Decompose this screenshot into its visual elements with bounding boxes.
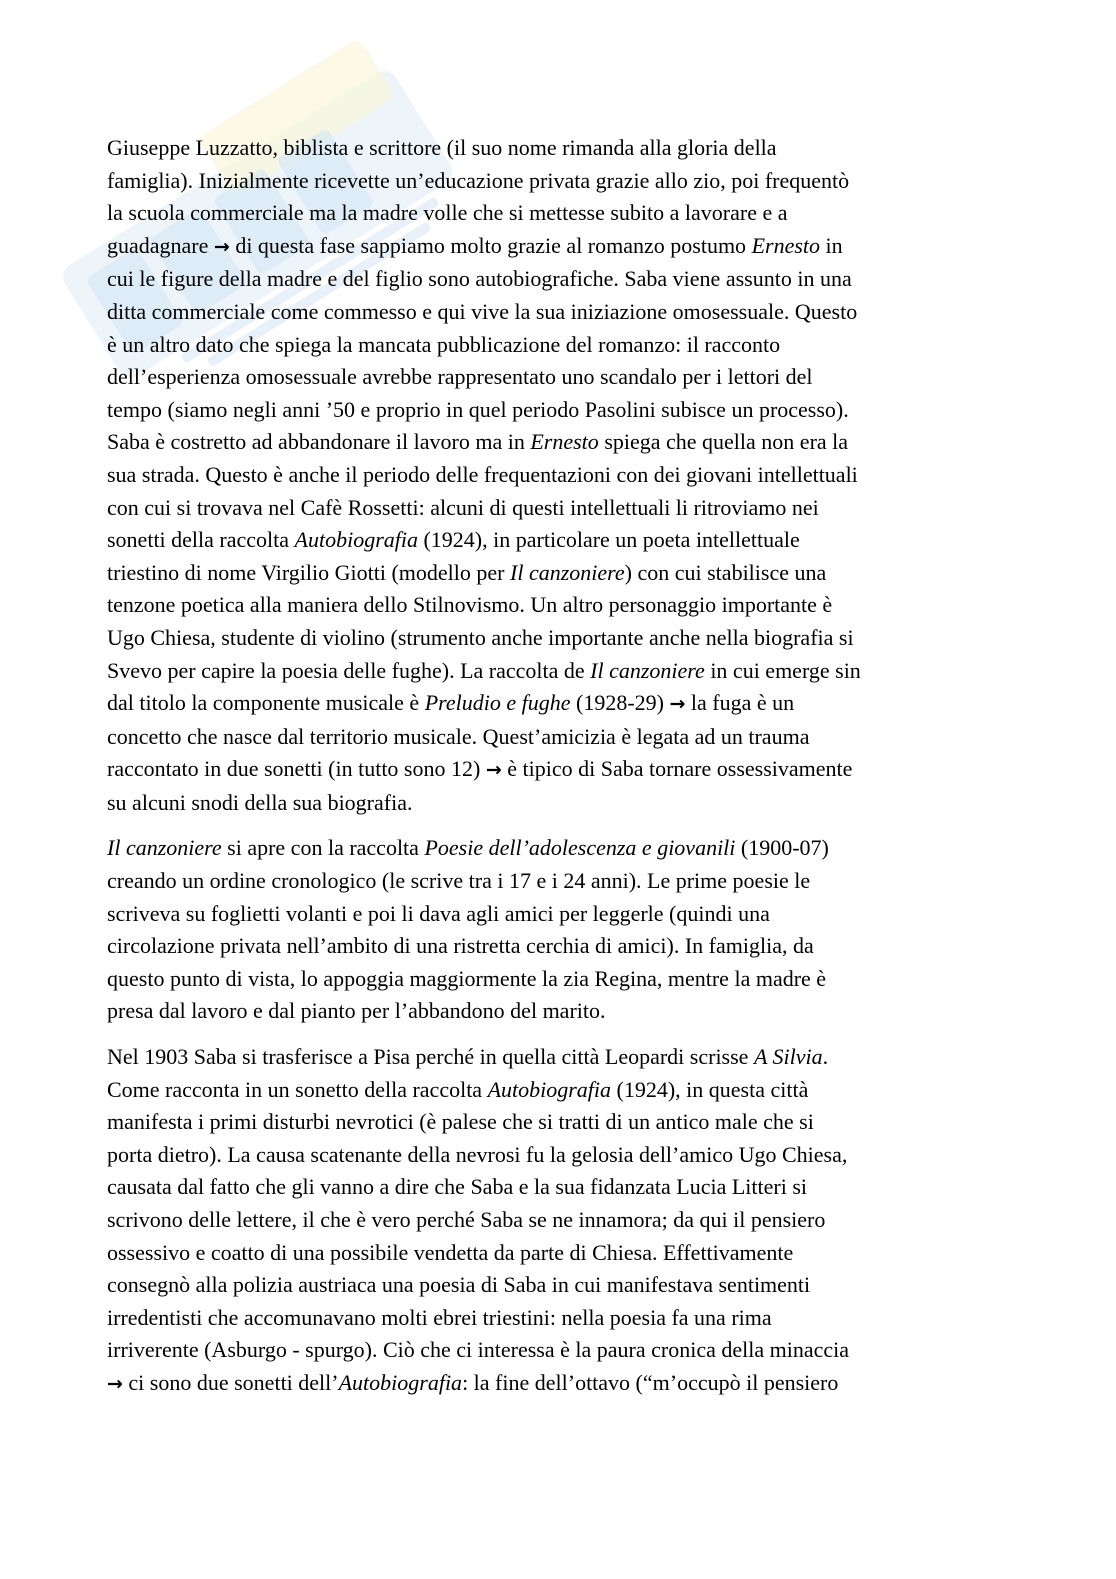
- arrow-right-icon: →: [485, 759, 502, 782]
- text-line: [107, 524, 1012, 557]
- arrow-right-icon: →: [107, 1372, 123, 1395]
- text-line: [107, 995, 1012, 1028]
- text-segment: è tipico di Saba tornare ossessivamente: [501, 756, 853, 782]
- text-segment: famiglia). Inizialmente ricevette un’educazione privata grazie allo zio, poi frequentò: [107, 167, 850, 193]
- text-segment: dal titolo la componente musicale è: [107, 690, 425, 716]
- italic-title: A Silvia: [753, 1044, 823, 1070]
- text-line: [107, 296, 1012, 329]
- italic-title: Preludio e fughe: [424, 690, 571, 716]
- text-line: [107, 655, 1012, 688]
- paragraph: [107, 1041, 1012, 1401]
- italic-title: Autobiografia: [338, 1369, 463, 1395]
- text-line: [107, 230, 1012, 264]
- text-segment: in cui emerge sin: [704, 657, 861, 683]
- text-line: [107, 459, 1012, 492]
- text-line: [107, 1041, 1012, 1074]
- text-segment: sonetti della raccolta: [107, 527, 295, 553]
- text-line: [107, 930, 1012, 963]
- paragraph: [107, 132, 1012, 819]
- text-segment: è un altro dato che spiega la mancata pubblicazione del romanzo: il racconto: [107, 331, 781, 357]
- text-segment: di questa fase sappiamo molto grazie al romanzo postumo: [229, 232, 752, 258]
- arrow-right-icon: →: [669, 693, 686, 716]
- italic-title: Il canzoniere: [590, 657, 705, 683]
- text-segment: Come racconta in un sonetto della raccolta: [107, 1076, 488, 1102]
- text-segment: su alcuni snodi della sua biografia.: [107, 789, 413, 815]
- text-line: [107, 687, 1012, 721]
- text-line: [107, 361, 1012, 394]
- text-segment: (1924), in particolare un poeta intellettuale: [417, 527, 800, 553]
- text-line: [107, 1106, 1012, 1139]
- text-line: [107, 1139, 1012, 1172]
- italic-title: Autobiografia: [294, 527, 418, 553]
- text-segment: .: [822, 1044, 829, 1070]
- italic-title: Il canzoniere: [107, 835, 222, 861]
- italic-title: Autobiografia: [487, 1076, 612, 1102]
- text-line: [107, 426, 1012, 459]
- text-segment: la scuola commerciale ma la madre volle che si mettesse subito a lavorare e a: [107, 200, 788, 226]
- text-segment: si apre con la raccolta: [221, 835, 425, 861]
- document-body: [107, 132, 1012, 1414]
- text-line: [107, 329, 1012, 362]
- text-segment: Ugo Chiesa, studente di violino (strumento anche importante anche nella biografia si: [107, 624, 854, 650]
- text-segment: guadagnare: [107, 232, 214, 258]
- text-line: [107, 753, 1012, 787]
- text-line: [107, 492, 1012, 525]
- paragraph: [107, 832, 1012, 1028]
- text-segment: in: [820, 232, 843, 258]
- text-line: [107, 787, 1012, 820]
- text-segment: ci sono due sonetti dell’: [122, 1369, 339, 1395]
- text-line: [107, 557, 1012, 590]
- italic-title: Il canzoniere: [510, 559, 625, 585]
- text-segment: causata dal fatto che gli vanno a dire che Saba e la sua fidanzata Lucia Litteri si: [107, 1174, 808, 1200]
- text-line: [107, 589, 1012, 622]
- text-line: [107, 1171, 1012, 1204]
- text-segment: : la fine dell’ottavo (“m’occupò il pensiero: [462, 1369, 839, 1395]
- text-segment: (1924), in questa città: [611, 1076, 809, 1102]
- text-segment: sua strada. Questo è anche il periodo delle frequentazioni con dei giovani intellettuali: [107, 461, 858, 487]
- text-segment: tenzone poetica alla maniera dello Stilnovismo. Un altro personaggio importante è: [107, 592, 833, 618]
- text-line: [107, 132, 1012, 165]
- text-segment: con cui si trovava nel Cafè Rossetti: alcuni di questi intellettuali li ritroviamo nei: [107, 494, 819, 520]
- text-line: [107, 832, 1012, 865]
- text-segment: la fuga è un: [685, 690, 795, 716]
- text-segment: ossessivo e coatto di una possibile vendetta da parte di Chiesa. Effettivamente: [107, 1239, 794, 1265]
- text-line: [107, 622, 1012, 655]
- text-line: [107, 1302, 1012, 1335]
- text-line: [107, 721, 1012, 754]
- text-segment: cui le figure della madre e del figlio sono autobiografiche. Saba viene assunto in una: [107, 266, 852, 292]
- text-segment: creando un ordine cronologico (le scrive tra i 17 e i 24 anni). Le prime poesie le: [107, 868, 811, 894]
- text-segment: dell’esperienza omosessuale avrebbe rappresentato uno scandalo per i lettori del: [107, 364, 813, 390]
- text-segment: irredentisti che accomunavano molti ebrei triestini: nella poesia fa una rima: [107, 1304, 772, 1330]
- text-segment: Svevo per capire la poesia delle fughe). La raccolta de: [107, 657, 591, 683]
- italic-title: Poesie dell’adolescenza e giovanili: [424, 835, 736, 861]
- text-segment: (1928-29): [570, 690, 670, 716]
- text-line: [107, 963, 1012, 996]
- text-line: [107, 1334, 1012, 1367]
- text-segment: (1900-07): [735, 835, 829, 861]
- text-segment: manifesta i primi disturbi nevrotici (è palese che si tratti di un antico male che si: [107, 1109, 814, 1135]
- text-segment: Nel 1903 Saba si trasferisce a Pisa perché in quella città Leopardi scrisse: [107, 1044, 754, 1070]
- text-segment: Saba è costretto ad abbandonare il lavoro ma in: [107, 429, 531, 455]
- text-line: [107, 165, 1012, 198]
- text-segment: scrivono delle lettere, il che è vero perché Saba se ne innamora; da qui il pensiero: [107, 1207, 826, 1232]
- italic-title: Ernesto: [530, 429, 599, 455]
- text-line: [107, 898, 1012, 931]
- arrow-right-icon: →: [213, 235, 230, 258]
- text-segment: questo punto di vista, lo appoggia maggiormente la zia Regina, mentre la madre è: [107, 965, 827, 991]
- italic-title: Ernesto: [751, 232, 821, 258]
- text-segment: consegnò alla polizia austriaca una poesia di Saba in cui manifestava sentimenti: [107, 1272, 811, 1298]
- text-segment: ) con cui stabilisce una: [624, 559, 827, 585]
- text-segment: scriveva su foglietti volanti e poi li dava agli amici per leggerle (quindi una: [107, 900, 770, 926]
- text-segment: ditta commerciale come commesso e qui vive la sua iniziazione omosessuale. Questo: [107, 298, 858, 324]
- text-line: [107, 263, 1012, 296]
- text-segment: triestino di nome Virgilio Giotti (modello per: [107, 559, 510, 585]
- text-segment: concetto che nasce dal territorio musicale. Quest’amicizia è legata ad un trauma: [107, 723, 810, 749]
- text-line: [107, 1237, 1012, 1270]
- text-line: [107, 394, 1012, 427]
- text-segment: circolazione privata nell’ambito di una ristretta cerchia di amici). In famiglia, da: [107, 933, 814, 959]
- text-segment: porta dietro). La causa scatenante della nevrosi fu la gelosia dell’amico Ugo Chiesa,: [107, 1141, 848, 1167]
- text-line: [107, 1204, 1012, 1237]
- text-segment: presa dal lavoro e dal pianto per l’abbandono del marito.: [107, 998, 606, 1024]
- text-segment: raccontato in due sonetti (in tutto sono 12): [107, 756, 486, 782]
- text-line: [107, 1074, 1012, 1107]
- text-segment: irriverente (Asburgo - spurgo). Ciò che ci interessa è la paura cronica della minaccia: [107, 1337, 849, 1363]
- text-segment: tempo (siamo negli anni ’50 e proprio in quel periodo Pasolini subisce un processo).: [107, 396, 849, 422]
- text-line: [107, 1269, 1012, 1302]
- text-line: [107, 197, 1012, 230]
- text-line: [107, 1367, 1012, 1401]
- text-segment: Giuseppe Luzzatto, biblista e scrittore (il suo nome rimanda alla gloria della: [107, 135, 777, 160]
- text-line: [107, 865, 1012, 898]
- text-segment: spiega che quella non era la: [598, 429, 849, 455]
